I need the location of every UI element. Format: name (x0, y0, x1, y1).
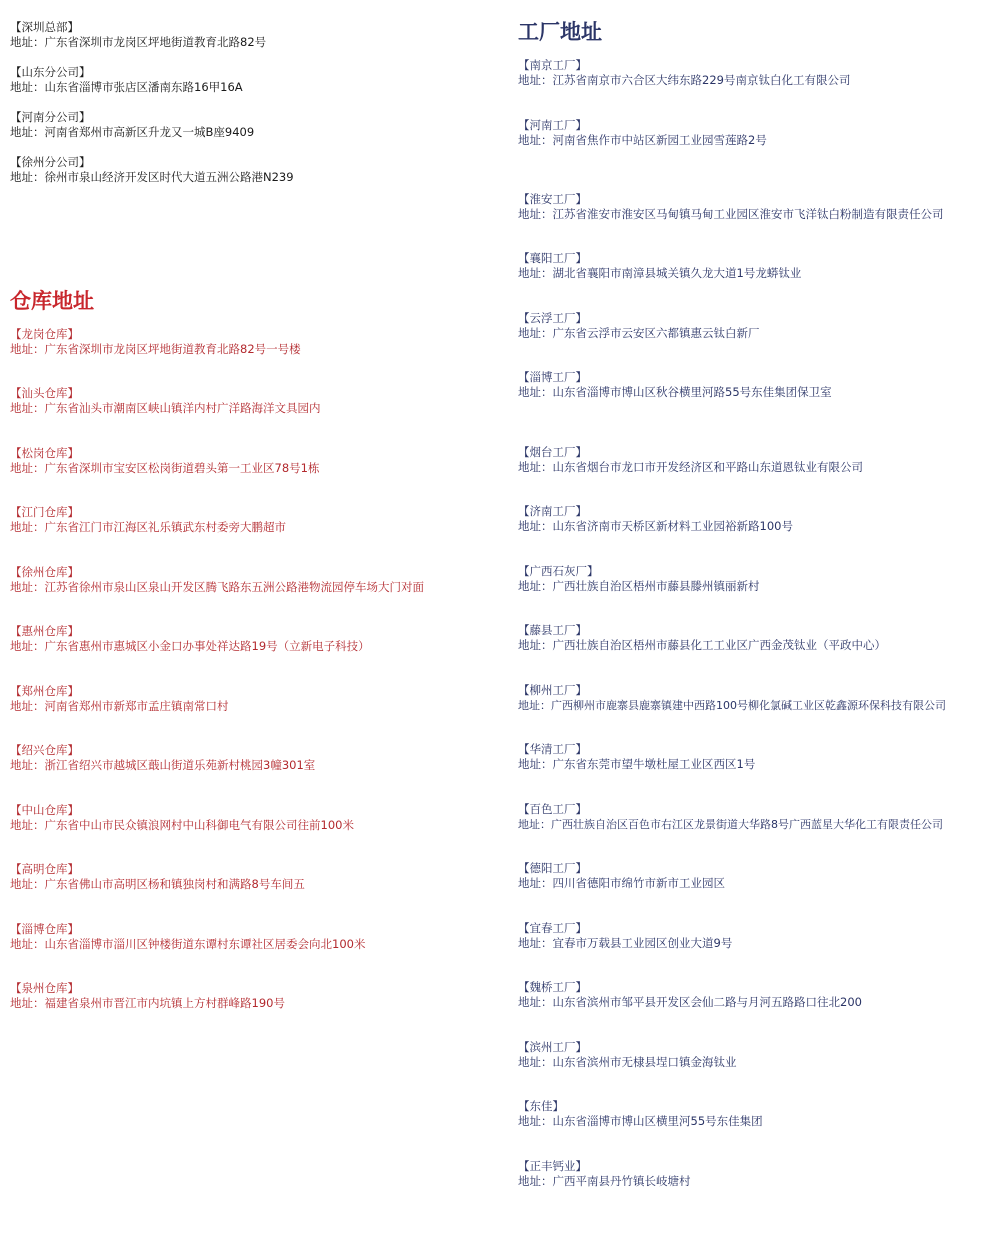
factory-entry (518, 251, 801, 281)
factory-address: 地址：四川省德阳市绵竹市新市工业园区 (518, 876, 725, 890)
warehouse-name: 【高明仓库】 (10, 862, 79, 876)
factory-entry (518, 1040, 737, 1070)
factory-name: 【华清工厂】 (518, 742, 587, 756)
warehouse-name: 【泉州仓库】 (10, 981, 79, 995)
warehouse-entry (10, 327, 301, 357)
warehouse-address: 地址：福建省泉州市晋江市内坑镇上方村群峰路190号 (10, 996, 285, 1010)
office-entry (10, 155, 294, 185)
office-name: 【河南分公司】 (10, 110, 91, 124)
warehouse-address: 地址：江苏省徐州市泉山区泉山开发区腾飞路东五洲公路港物流园停车场大门对面 (10, 580, 424, 594)
warehouse-name: 【惠州仓库】 (10, 624, 79, 638)
warehouse-address: 地址：广东省惠州市惠城区小金口办事处祥达路19号（立新电子科技） (10, 639, 370, 653)
warehouse-entry (10, 684, 229, 714)
factory-name: 【宜春工厂】 (518, 921, 587, 935)
warehouse-name: 【龙岗仓库】 (10, 327, 79, 341)
factory-name: 【淮安工厂】 (518, 192, 587, 206)
factory-entry (518, 192, 944, 222)
factory-entry (518, 980, 862, 1010)
factory-address: 地址：山东省淄博市博山区秋谷横里河路55号东佳集团保卫室 (518, 385, 832, 399)
warehouse-name: 【江门仓库】 (10, 505, 79, 519)
factory-address: 地址：江苏省南京市六合区大纬东路229号南京钛白化工有限公司 (518, 73, 851, 87)
factory-address: 地址：广西柳州市鹿寨县鹿寨镇建中西路100号柳化氯碱工业区乾鑫源环保科技有限公司 (518, 699, 946, 712)
warehouse-entry (10, 803, 354, 833)
warehouse-entry (10, 505, 286, 535)
warehouse-name: 【徐州仓库】 (10, 565, 79, 579)
office-name: 【山东分公司】 (10, 65, 91, 79)
warehouse-entry (10, 922, 365, 952)
factory-address: 地址：山东省烟台市龙口市开发经济区和平路山东道恩钛业有限公司 (518, 460, 863, 474)
factory-address: 地址：广西壮族自治区梧州市藤县化工工业区广西金茂钛业（平政中心） (518, 638, 886, 652)
factory-entry (518, 1159, 691, 1189)
factory-name: 【广西石灰厂】 (518, 564, 599, 578)
factory-name: 【南京工厂】 (518, 58, 587, 72)
factory-address: 地址：广西壮族自治区梧州市藤县滕州镇丽新村 (518, 579, 760, 593)
warehouse-name: 【汕头仓库】 (10, 386, 79, 400)
warehouse-address: 地址：广东省深圳市龙岗区坪地街道教育北路82号一号楼 (10, 342, 301, 356)
warehouse-address: 地址：广东省汕头市潮南区峡山镇洋内村广洋路海洋文具园内 (10, 401, 321, 415)
factory-entry (518, 564, 760, 594)
office-address: 地址：广东省深圳市龙岗区坪地街道教育北路82号 (10, 35, 267, 49)
factory-entry (518, 370, 832, 400)
factory-name: 【魏桥工厂】 (518, 980, 587, 994)
warehouse-name: 【松岗仓库】 (10, 446, 79, 460)
factory-entry (518, 683, 946, 713)
warehouse-name: 【淄博仓库】 (10, 922, 79, 936)
factory-entry (518, 861, 725, 891)
factory-entry (518, 623, 886, 653)
warehouse-name: 【中山仓库】 (10, 803, 79, 817)
warehouse-entry (10, 446, 319, 476)
office-address: 地址：徐州市泉山经济开发区时代大道五洲公路港N239 (10, 170, 294, 184)
factory-name: 【柳州工厂】 (518, 683, 587, 697)
warehouse-entry (10, 981, 285, 1011)
factory-name: 【河南工厂】 (518, 118, 587, 132)
factory-address: 地址：广西平南县丹竹镇长岐塘村 (518, 1174, 691, 1188)
factory-entry (518, 504, 793, 534)
warehouse-address: 地址：广东省深圳市宝安区松岗街道碧头第一工业区78号1栋 (10, 461, 320, 475)
warehouse-address: 地址：广东省江门市江海区礼乐镇武东村委旁大鹏超市 (10, 520, 286, 534)
office-entry (10, 110, 254, 140)
warehouse-entry (10, 386, 321, 416)
factory-entry (518, 1099, 763, 1129)
factory-address: 地址：山东省滨州市无棣县埕口镇金海钛业 (518, 1055, 737, 1069)
factory-entry (518, 921, 732, 951)
factory-name: 【云浮工厂】 (518, 311, 587, 325)
warehouse-name: 【郑州仓库】 (10, 684, 79, 698)
factory-entry (518, 58, 850, 88)
factory-address: 地址：广东省云浮市云安区六都镇惠云钛白新厂 (518, 326, 760, 340)
factory-address: 地址：山东省济南市天桥区新材料工业园裕新路100号 (518, 519, 793, 533)
factory-name: 【烟台工厂】 (518, 445, 587, 459)
warehouse-entry (10, 565, 424, 595)
factory-entry (518, 311, 760, 341)
factory-address: 地址：广西壮族自治区百色市右江区龙景街道大华路8号广西蓝星大华化工有限责任公司 (518, 818, 943, 831)
factory-name: 【正丰钙业】 (518, 1159, 587, 1173)
factory-name: 【东佳】 (518, 1099, 564, 1113)
factory-address: 地址：广东省东莞市望牛墩杜屋工业区西区1号 (518, 757, 756, 771)
office-address: 地址：河南省郑州市高新区升龙又一城B座9409 (10, 125, 255, 139)
factory-address: 地址：湖北省襄阳市南漳县城关镇久龙大道1号龙蟒钛业 (518, 266, 802, 280)
office-name: 【徐州分公司】 (10, 155, 91, 169)
factory-name: 【德阳工厂】 (518, 861, 587, 875)
factory-name: 【藤县工厂】 (518, 623, 587, 637)
warehouse-entry (10, 862, 305, 892)
factory-name: 【襄阳工厂】 (518, 251, 587, 265)
office-entry (10, 20, 266, 50)
factory-name: 【百色工厂】 (518, 802, 587, 816)
warehouse-address: 地址：浙江省绍兴市越城区蕺山街道乐苑新村桃园3幢301室 (10, 758, 316, 772)
warehouse-address: 地址：广东省佛山市高明区杨和镇独岗村和满路8号车间五 (10, 877, 305, 891)
factory-address: 地址：宜春市万载县工业园区创业大道9号 (518, 936, 733, 950)
factory-address: 地址：江苏省淮安市淮安区马甸镇马甸工业园区淮安市飞洋钛白粉制造有限责任公司 (518, 207, 944, 221)
warehouse-heading: 仓库地址 (10, 289, 94, 313)
office-entry (10, 65, 243, 95)
factory-name: 【滨州工厂】 (518, 1040, 587, 1054)
warehouse-address: 地址：广东省中山市民众镇浪网村中山科御电气有限公司往前100米 (10, 818, 354, 832)
factory-address: 地址：山东省滨州市邹平县开发区会仙二路与月河五路路口往北200 (518, 995, 862, 1009)
office-address: 地址：山东省淄博市张店区潘南东路16甲16A (10, 80, 243, 94)
warehouse-address: 地址：河南省郑州市新郑市孟庄镇南常口村 (10, 699, 229, 713)
factory-entry (518, 118, 767, 148)
factory-entry (518, 445, 863, 475)
warehouse-address: 地址：山东省淄博市淄川区钟楼街道东谭村东谭社区居委会向北100米 (10, 937, 366, 951)
office-name: 【深圳总部】 (10, 20, 79, 34)
factory-name: 【淄博工厂】 (518, 370, 587, 384)
factory-heading: 工厂地址 (518, 20, 602, 44)
factory-name: 【济南工厂】 (518, 504, 587, 518)
warehouse-entry (10, 624, 370, 654)
warehouse-name: 【绍兴仓库】 (10, 743, 79, 757)
factory-address: 地址：山东省淄博市博山区横里河55号东佳集团 (518, 1114, 763, 1128)
factory-entry (518, 802, 943, 832)
warehouse-entry (10, 743, 315, 773)
factory-entry (518, 742, 755, 772)
factory-address: 地址：河南省焦作市中站区新园工业园雪莲路2号 (518, 133, 767, 147)
